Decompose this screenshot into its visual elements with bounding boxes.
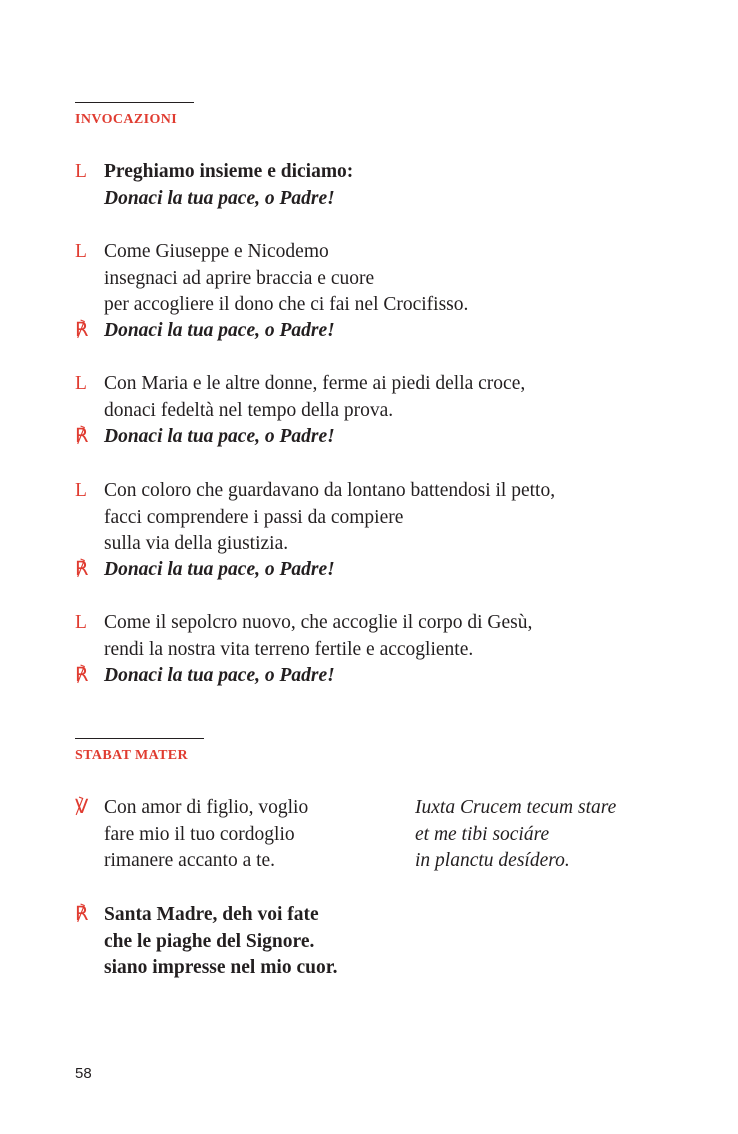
response-line: Donaci la tua pace, o Padre! — [104, 665, 335, 686]
section-rule — [75, 102, 194, 103]
response-mark: ℟ — [75, 904, 89, 925]
section-title-invocazioni: INVOCAZIONI — [75, 112, 178, 127]
verse-line: fare mio il tuo cordoglio — [104, 823, 295, 845]
lettore-mark: L — [75, 161, 87, 182]
invocation-line: Come il sepolcro nuovo, che accoglie il corpo di Gesù, — [104, 612, 533, 633]
invocation-line: sulla via della giustizia. — [104, 533, 289, 554]
intro-line: Preghiamo insieme e diciamo: — [104, 161, 354, 182]
response-mark: ℟ — [75, 559, 89, 580]
verse-line: rimanere accanto a te. — [104, 850, 276, 871]
invocation-line: Con Maria e le altre donne, ferme ai piedi della croce, — [104, 373, 526, 394]
invocation-line: Come Giuseppe e Nicodemo — [104, 241, 329, 262]
verse-line: Con amor di figlio, voglio — [104, 797, 309, 818]
response-line: Donaci la tua pace, o Padre! — [104, 559, 335, 580]
response-line: Santa Madre, deh voi fate — [104, 904, 319, 925]
section-title-stabat-mater: STABAT MATER — [75, 748, 189, 763]
intro-response-line: Donaci la tua pace, o Padre! — [104, 187, 335, 209]
response-line: Donaci la tua pace, o Padre! — [104, 426, 335, 447]
response-mark: ℟ — [75, 426, 89, 447]
invocation-line: Con coloro che guardavano da lontano battendosi il petto, — [104, 480, 556, 501]
lettore-mark: L — [75, 241, 87, 262]
lettore-mark: L — [75, 480, 87, 501]
invocation-line: facci comprendere i passi da compiere — [104, 506, 404, 528]
stabat-verse-latin — [415, 795, 616, 875]
invocation-line: per accogliere il dono che ci fai nel Crocifisso. — [104, 294, 469, 315]
invocation-line: rendi la nostra vita terreno fertile e accogliente. — [104, 638, 474, 660]
response-line: Donaci la tua pace, o Padre! — [104, 320, 335, 341]
lettore-mark: L — [75, 373, 87, 394]
response-mark: ℟ — [75, 320, 89, 341]
latin-line: et me tibi sociáre — [415, 823, 550, 845]
latin-line: in planctu desídero. — [415, 850, 570, 871]
latin-line: Iuxta Crucem tecum stare — [415, 797, 617, 818]
lettore-mark: L — [75, 612, 87, 633]
page-number: 58 — [75, 1065, 92, 1082]
section-rule — [75, 738, 204, 739]
verse-mark: ℣ — [75, 797, 89, 818]
invocation-line: insegnaci ad aprire braccia e cuore — [104, 267, 375, 289]
response-line: siano impresse nel mio cuor. — [104, 957, 338, 978]
invocation-line: donaci fedeltà nel tempo della prova. — [104, 399, 394, 421]
response-mark: ℟ — [75, 665, 89, 686]
response-line: che le piaghe del Signore. — [104, 930, 315, 952]
